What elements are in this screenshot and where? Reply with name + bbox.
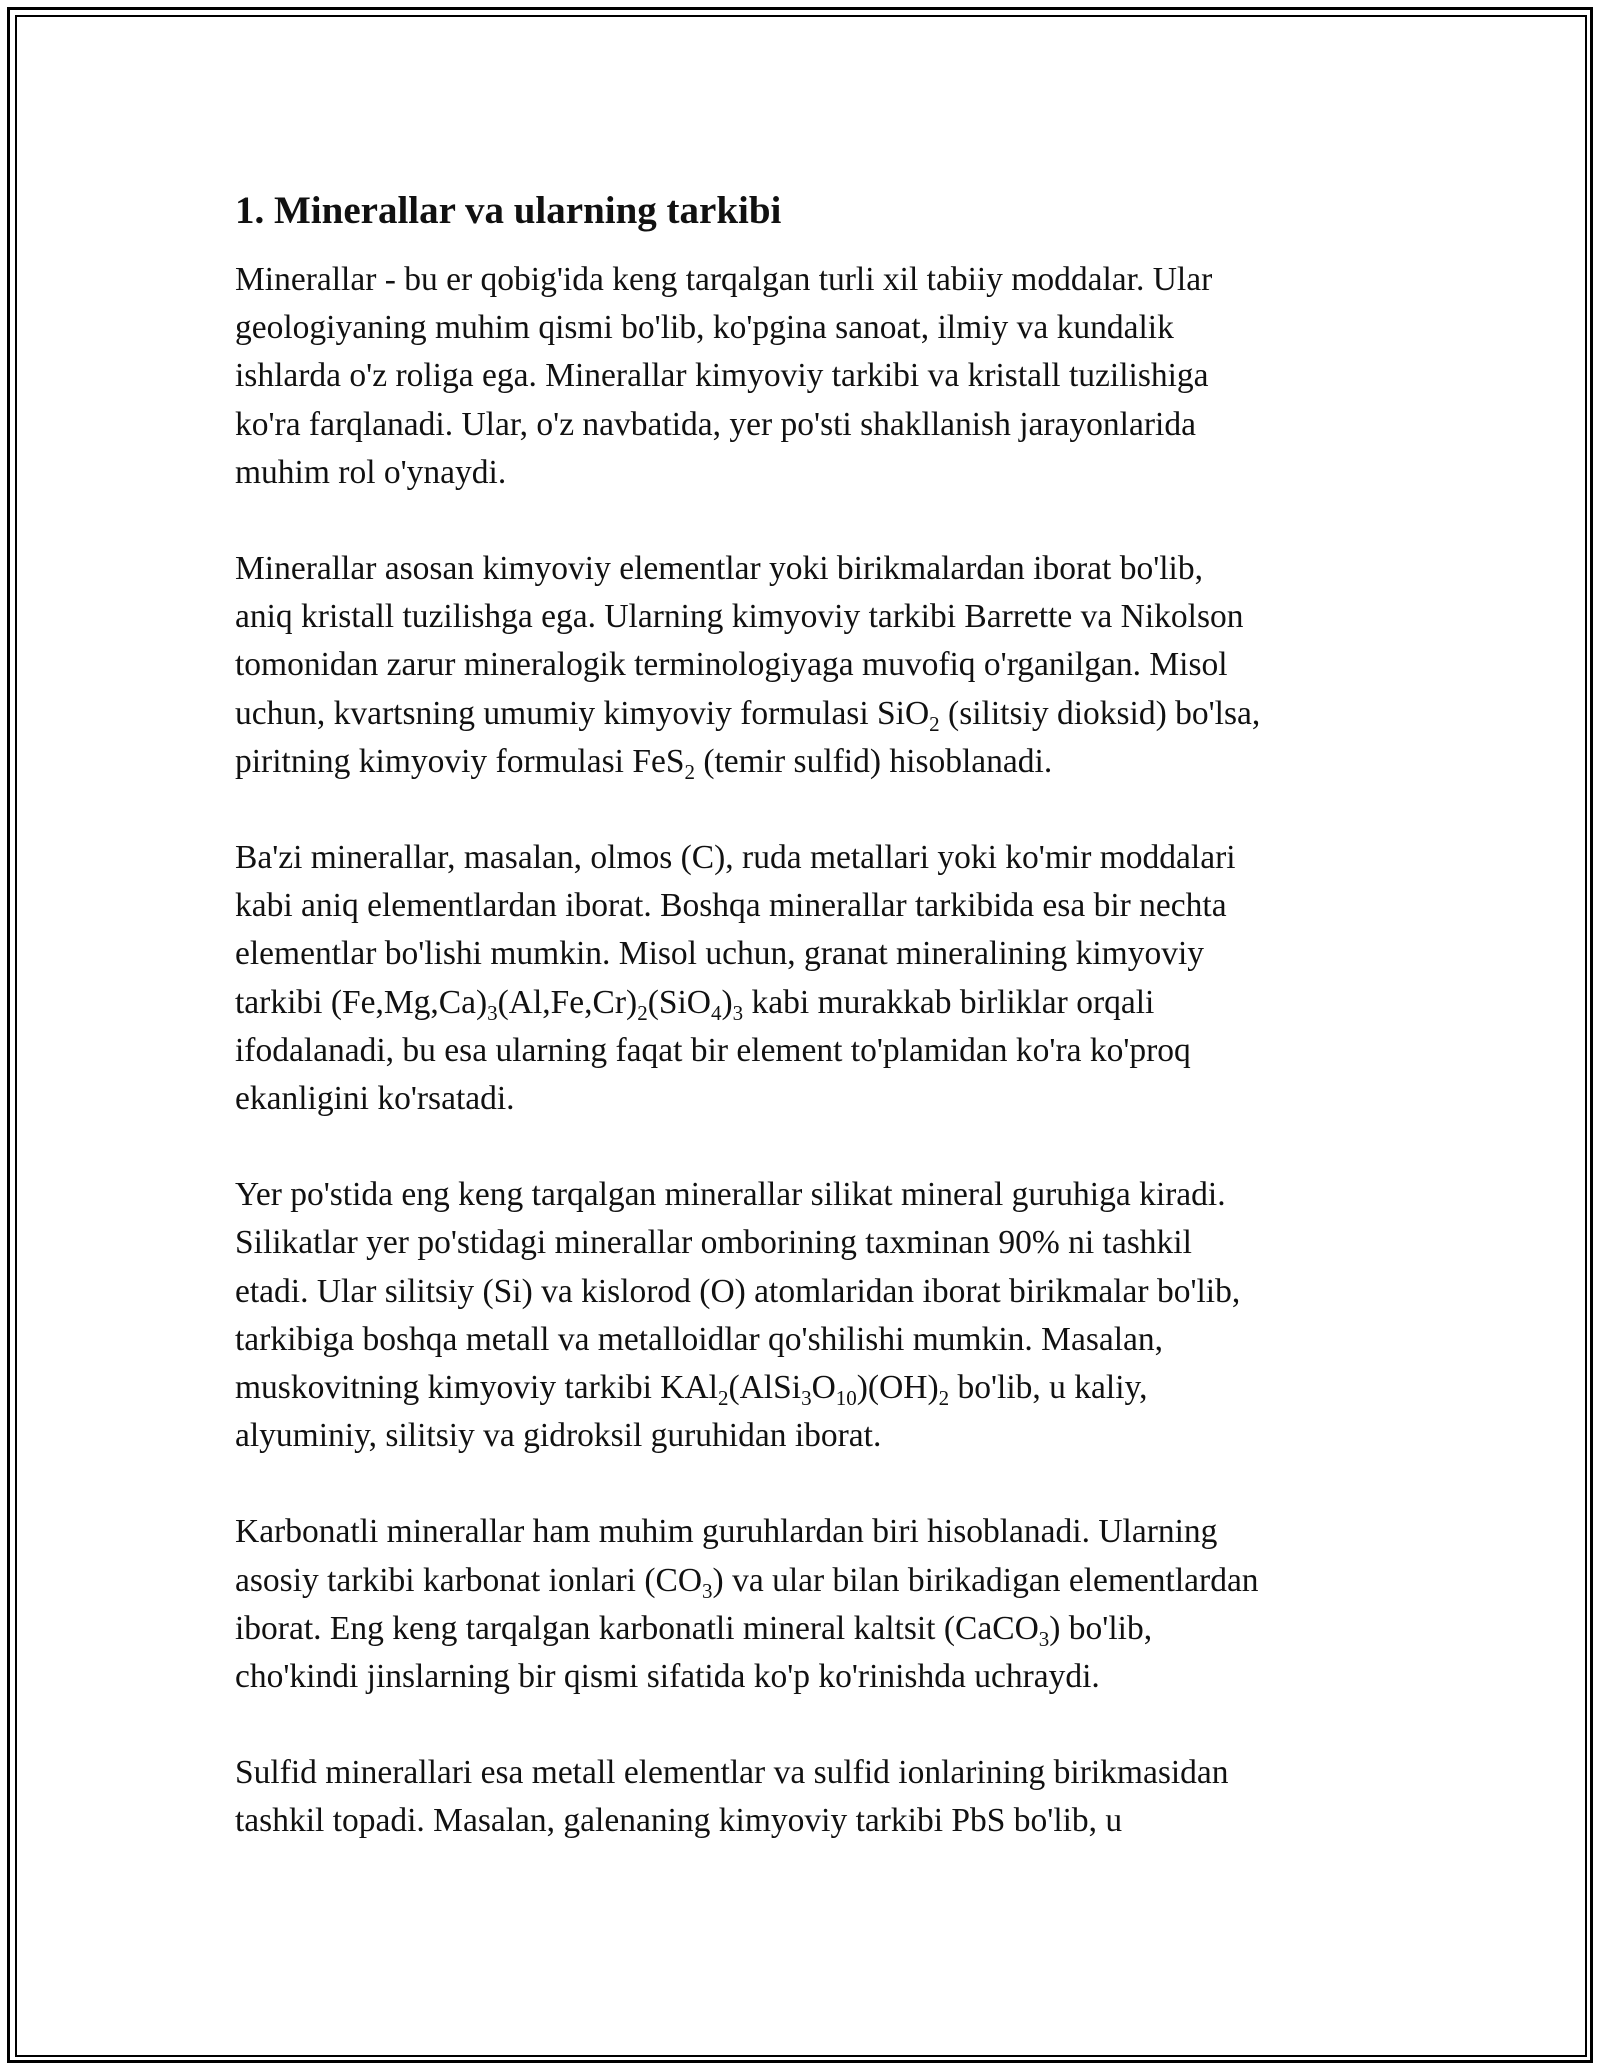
- text-line: cho'kindi jinslarning bir qismi sifatida ko'p ko'rinishda uchraydi.: [235, 1658, 1100, 1696]
- text-line: tarkibiga boshqa metall va metalloidlar qo'shilishi mumkin. Masalan,: [235, 1320, 1164, 1358]
- text-line: uchun, kvartsning umumiy kimyoviy formulasi SiO$_2$ (silitsiy dioksid) bo'lsa,: [235, 694, 1261, 736]
- text-line: geologiyaning muhim qismi bo'lib, ko'pgina sanoat, ilmiy va kundalik: [235, 309, 1174, 347]
- text-line: iborat. Eng keng tarqalgan karbonatli mineral kaltsit (CaCO$_3$) bo'lib,: [235, 1609, 1153, 1651]
- paragraph-1: [235, 256, 1375, 497]
- text-line: ifodalanadi, bu esa ularning faqat bir element to'plamidan ko'ra ko'proq: [235, 1031, 1191, 1069]
- text-line: Karbonatli minerallar ham muhim guruhlardan biri hisoblanadi. Ularning: [235, 1513, 1218, 1551]
- subscript: 3: [1038, 1626, 1050, 1651]
- subscript: 3: [732, 1000, 744, 1025]
- paragraph-4: [235, 1171, 1375, 1460]
- section-heading: 1. Minerallar va ularning tarkibi: [235, 189, 782, 232]
- paragraphs-container: [235, 256, 1375, 1846]
- text-line: Sulfid minerallari esa metall elementlar va sulfid ionlarining birikmasidan: [235, 1754, 1229, 1792]
- text-line: tomonidan zarur mineralogik terminologiyaga muvofiq o'rganilgan. Misol: [235, 646, 1228, 684]
- text-line: muskovitning kimyoviy tarkibi $KAl_2(AlSi_3O_{10})(OH)_2$ bo'lib, u kaliy,: [235, 1369, 1148, 1411]
- text-line: ko'ra farqlanadi. Ular, o'z navbatida, yer po'sti shakllanish jarayonlarida: [235, 405, 1196, 443]
- paragraph-5: [235, 1508, 1375, 1701]
- text-line: asosiy tarkibi karbonat ionlari $(CO_3)$ va ular bilan birikadigan elementlardan: [235, 1561, 1259, 1603]
- subscript: 10: [835, 1386, 857, 1411]
- subscript: 3: [487, 1000, 498, 1025]
- subscript: 3: [702, 1578, 713, 1603]
- text-line: Silikatlar yer po'stidagi minerallar omborining taxminan 90% ni tashkil: [235, 1224, 1192, 1262]
- text-line: Ba'zi minerallar, masalan, olmos (C), ruda metallari yoki ko'mir moddalari: [235, 839, 1236, 877]
- paragraph-3: [235, 834, 1375, 1123]
- text-line: elementlar bo'lishi mumkin. Misol uchun, granat mineralining kimyoviy: [235, 935, 1205, 973]
- text-line: Minerallar asosan kimyoviy elementlar yoki birikmalardan iborat bo'lib,: [235, 550, 1203, 588]
- text-line: tashkil topadi. Masalan, galenaning kimyoviy tarkibi PbS bo'lib, u: [235, 1802, 1123, 1840]
- subscript: 3: [801, 1386, 812, 1411]
- text-line: Minerallar - bu er qobig'ida keng tarqalgan turli xil tabiiy moddalar. Ular: [235, 261, 1213, 298]
- text-line: etadi. Ular silitsiy (Si) va kislorod (O) atomlaridan iborat birikmalar bo'lib,: [235, 1272, 1241, 1310]
- subscript: 2: [717, 1386, 729, 1411]
- subscript: 2: [929, 711, 940, 736]
- text-line: aniq kristall tuzilishga ega. Ularning kimyoviy tarkibi Barrette va Nikolson: [235, 598, 1244, 636]
- text-line: alyuminiy, silitsiy va gidroksil guruhidan iborat.: [235, 1417, 882, 1455]
- text-line: kabi aniq elementlardan iborat. Boshqa minerallar tarkibida esa bir nechta: [235, 887, 1227, 925]
- text-line: muhim rol o'ynaydi.: [235, 453, 507, 491]
- document-body: [235, 186, 1375, 1894]
- text-line: ishlarda o'z roliga ega. Minerallar kimyoviy tarkibi va kristall tuzilishiga: [235, 357, 1209, 395]
- text-line: tarkibi $(Fe,Mg,Ca)_3(Al,Fe,Cr)_2(SiO_4)_3$ kabi murakkab birliklar orqali: [235, 983, 1155, 1025]
- paragraph-2: [235, 545, 1375, 786]
- subscript: 2: [938, 1386, 950, 1411]
- text-line: Yer po'stida eng keng tarqalgan minerallar silikat mineral guruhiga kiradi.: [235, 1176, 1226, 1214]
- paragraph-6: [235, 1749, 1375, 1845]
- subscript: 2: [637, 1000, 648, 1025]
- text-line: piritning kimyoviy formulasi FeS$_2$ (temir sulfid) hisoblanadi.: [235, 742, 1053, 784]
- subscript: 2: [684, 759, 695, 784]
- subscript: 4: [711, 1000, 722, 1025]
- text-line: ekanligini ko'rsatadi.: [235, 1080, 515, 1118]
